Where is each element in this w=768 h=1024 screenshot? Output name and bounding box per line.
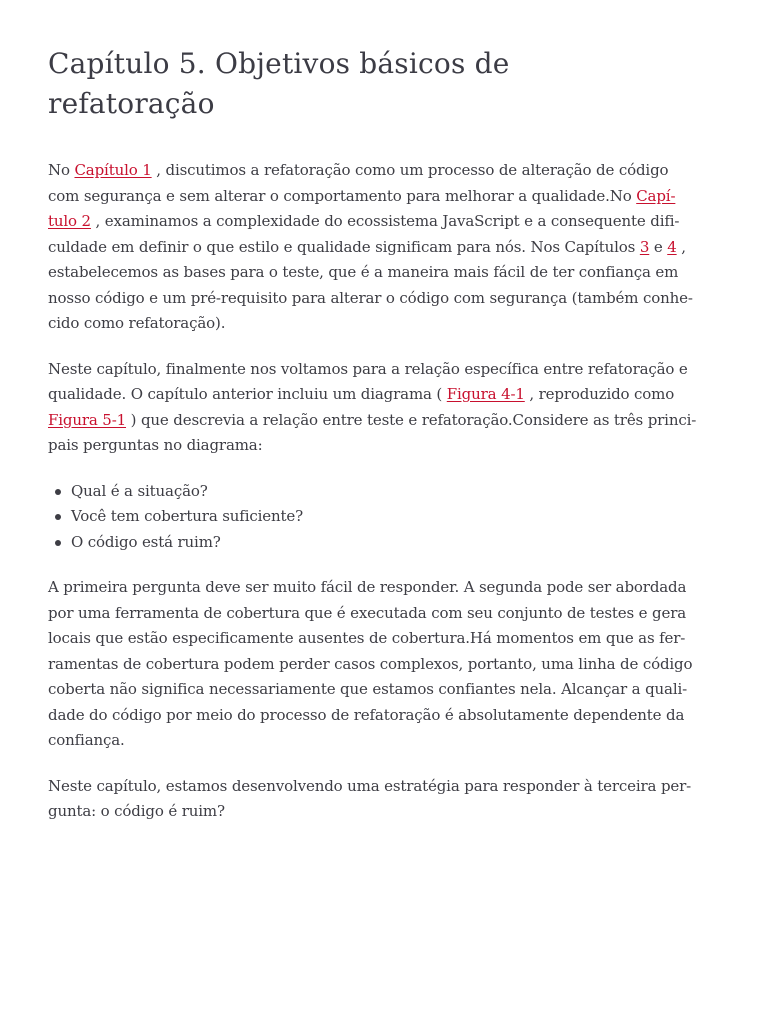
list-item-text: Você tem cobertura suficiente? xyxy=(71,507,303,525)
text-line xyxy=(48,184,684,210)
link-chapter-2[interactable]: Capí- xyxy=(636,186,676,205)
bullet-icon xyxy=(55,540,61,546)
list-item-text: O código está ruim? xyxy=(71,532,221,551)
link-chapter-4[interactable]: 4 xyxy=(667,237,677,256)
question-list xyxy=(48,479,684,556)
text-segment: ) que descrevia a relação entre teste e refatoração.Considere as três princi- xyxy=(126,410,697,429)
text-line: coberta não significa necessariamente que estamos confiantes nela. Alcançar a quali- xyxy=(48,680,688,698)
text-segment: , examinamos a complexidade do ecossistema JavaScript e a consequente difi- xyxy=(90,212,680,230)
document-page xyxy=(48,44,697,825)
text-line xyxy=(48,235,684,261)
paragraph-strategy xyxy=(48,774,692,825)
text-segment: qualidade. O capítulo anterior incluiu um diagrama ( xyxy=(48,385,447,403)
list-item-text: Qual é a situação? xyxy=(71,481,208,500)
text-line: dade do código por meio do processo de refatoração é absolutamente dependente da xyxy=(48,705,685,724)
paragraph-coverage xyxy=(48,575,693,754)
text-line: cido como refatoração). xyxy=(48,314,226,332)
list-item xyxy=(48,504,684,530)
text-line xyxy=(48,209,684,235)
text-line: por uma ferramenta de cobertura que é executada com seu conjunto de testes e gera xyxy=(48,603,687,622)
text-line: confiança. xyxy=(48,731,125,749)
text-line: Neste capítulo, finalmente nos voltamos para a relação específica entre refatoração e xyxy=(48,359,688,378)
text-line: locais que estão especificamente ausentes de cobertura.Há momentos em que as fer- xyxy=(48,629,686,647)
text-segment: com segurança e sem alterar o comportamento para melhorar a qualidade.No xyxy=(48,186,637,205)
text-segment: , discutimos a refatoração como um processo de alteração de código xyxy=(151,161,669,179)
link-figure-5-1[interactable]: Figura 5-1 xyxy=(48,410,127,429)
list-item xyxy=(48,479,684,505)
paragraph-intro xyxy=(48,158,693,337)
text-segment: , reproduzido como xyxy=(524,385,675,403)
text-line: estabelecemos as bases para o teste, que é a maneira mais fácil de ter confiança em xyxy=(48,263,679,281)
text-segment: culdade em definir o que estilo e qualidade significam para nós. Nos Capítulos xyxy=(48,237,640,256)
text-line: nosso código e um pré-requisito para alterar o código com segurança (também conhe- xyxy=(48,288,693,307)
bullet-icon xyxy=(55,489,61,495)
text-segment: , xyxy=(676,237,686,256)
bullet-icon xyxy=(55,514,61,520)
chapter-title: Capítulo 5. Objetivos básicos de refatoração xyxy=(48,47,510,120)
text-line: ramentas de cobertura podem perder casos complexos, portanto, uma linha de código xyxy=(48,654,693,673)
text-line: A primeira pergunta deve ser muito fácil de responder. A segunda pode ser abordada xyxy=(48,578,687,596)
paragraph-diagram xyxy=(48,357,697,459)
text-line: gunta: o código é ruim? xyxy=(48,802,225,820)
text-line xyxy=(48,382,684,408)
link-chapter-3[interactable]: 3 xyxy=(639,237,650,256)
text-line: pais perguntas no diagrama: xyxy=(48,436,263,454)
text-line xyxy=(48,408,697,434)
text-line xyxy=(48,158,684,184)
text-line: Neste capítulo, estamos desenvolvendo uma estratégia para responder à terceira per- xyxy=(48,776,692,795)
text-segment: No xyxy=(48,161,75,179)
text-segment: e xyxy=(649,237,668,256)
link-chapter-1[interactable]: Capítulo 1 xyxy=(74,161,152,179)
link-chapter-2-continued[interactable]: tulo 2 xyxy=(48,212,91,230)
link-figure-4-1[interactable]: Figura 4-1 xyxy=(446,385,525,403)
list-item xyxy=(48,530,684,556)
